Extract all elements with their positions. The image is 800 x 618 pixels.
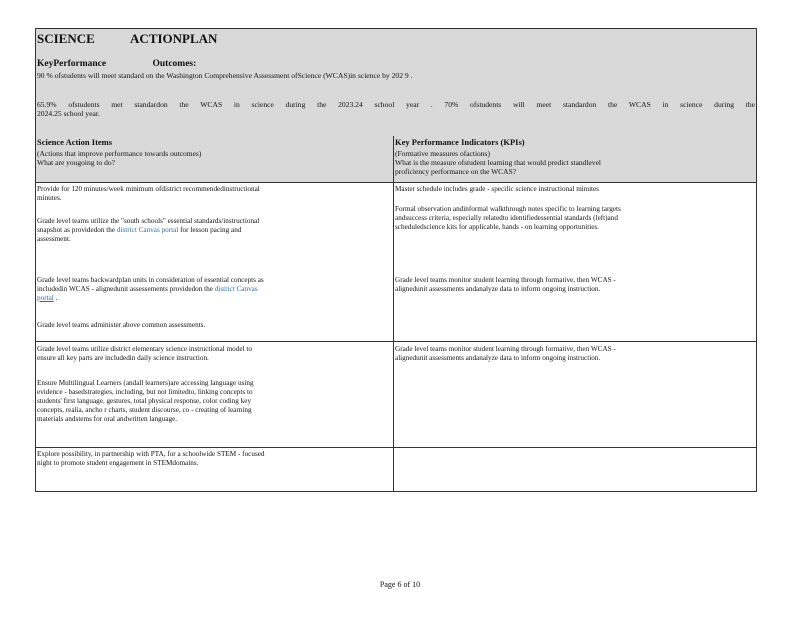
action-item: Grade level teams utilize district elementary science instructional model to ensure all key parts are includedin daily science instruction. — [37, 345, 252, 362]
district-canvas-portal-link[interactable]: district Canvas portal — [116, 226, 179, 234]
kpo-label-2: Outcomes: — [152, 59, 197, 69]
table-row — [36, 342, 756, 448]
left-column-sub-1: (Actions that improve performance towards outcomes) — [37, 149, 202, 158]
kpi-item: Master schedule includes grade - specific science instructional minutes — [395, 185, 599, 193]
right-column-title: Key Performance Indicators (KPIs) — [395, 137, 525, 147]
page-title — [37, 31, 217, 47]
kpi-cell — [394, 342, 756, 447]
action-item: Provide for 120 minutes/week minimum ofdistrict recommendedinstructional minutes. — [37, 185, 260, 202]
kpo-line-3: 2024.25 school year. — [37, 109, 100, 118]
action-item: Grade level teams backwardplan units in consideration of essential concepts as includedin WCAS - alignedunit assessements providedon the district Canvas portal . — [37, 276, 264, 302]
kpi-cell — [394, 448, 756, 492]
district-canvas-link[interactable]: district Canvas — [214, 285, 258, 293]
action-item: Grade level teams administer above common assessments. — [37, 321, 206, 329]
right-column-sub-1: (Formative measures ofactions) — [395, 149, 490, 158]
kpo-heading — [37, 59, 196, 69]
kpo-line-2: 65.9% ofstudents met standardon the WCAS in science during the 2023.24 school year . 70% ofstudents will meet standardon the WCAS in science during the — [37, 100, 755, 109]
kpi-item: Grade level teams monitor student learning through formative, then WCAS - alignedunit assessments andanalyze data to inform ongoing instruction. — [395, 345, 616, 362]
action-items-cell — [36, 183, 394, 341]
kpi-cell — [394, 183, 756, 341]
action-item: Grade level teams utilize the "south schools" essential standards/instructional snapshot as providedon the district Canvas portal for lesson pacing and assessment. — [37, 217, 260, 243]
kpi-item: Grade level teams monitor student learning through formative, then WCAS - alignedunit assessments andanalyze data to inform ongoing instruction. — [395, 276, 616, 293]
kpi-item: Formal observation andinformal walkthrough notes specific to learning targets andsuccess criteria, especially relatedto identifiedessential standards (left)and scheduledscience kits for applicable, hands - on learning opportunities. — [395, 205, 621, 231]
left-column-header — [36, 136, 394, 182]
right-column-sub-3: proficiency performance on the WCAS? — [395, 167, 517, 176]
left-column-sub-2: What are yougoing to do? — [37, 158, 115, 167]
left-column-title: Science Action Items — [37, 137, 113, 147]
action-item: Explore possibility, in partnership with PTA, for a schoolwide STEM - focused night to promote student engagement in STEMdomains. — [37, 450, 265, 467]
action-items-cell — [36, 342, 394, 447]
action-items-cell — [36, 448, 394, 492]
kpo-label-1: KeyPerformance — [37, 59, 107, 69]
table-row — [36, 183, 756, 342]
title-science: SCIENCE — [37, 31, 95, 46]
kpo-line-1: 90 % ofstudents will meet standard on the Washington Comprehensive Assessment ofScience (WCAS)in science by 202 9 . — [37, 71, 413, 80]
header-block — [36, 29, 756, 137]
column-header-row — [36, 136, 756, 183]
portal-link[interactable]: portal — [37, 294, 54, 302]
action-item: Ensure Multilingual Learners (andall learners)are accessing language using evidence - basedstrategies, including, but not limitedto, linking concepts to students' first language, gestures, total physical response, color coding key concepts, realia, ancho r charts, student discourse, co - creating of learning materials andstems for oral andwritten language. — [37, 379, 254, 423]
right-column-header — [394, 136, 756, 182]
page-number: Page 6 of 10 — [379, 580, 421, 589]
right-column-sub-2: What is the measure ofstudent learning that would predict standlevel — [395, 158, 601, 167]
table-row — [36, 448, 756, 492]
title-actionplan: ACTIONPLAN — [130, 31, 218, 46]
action-plan-table — [35, 28, 757, 492]
